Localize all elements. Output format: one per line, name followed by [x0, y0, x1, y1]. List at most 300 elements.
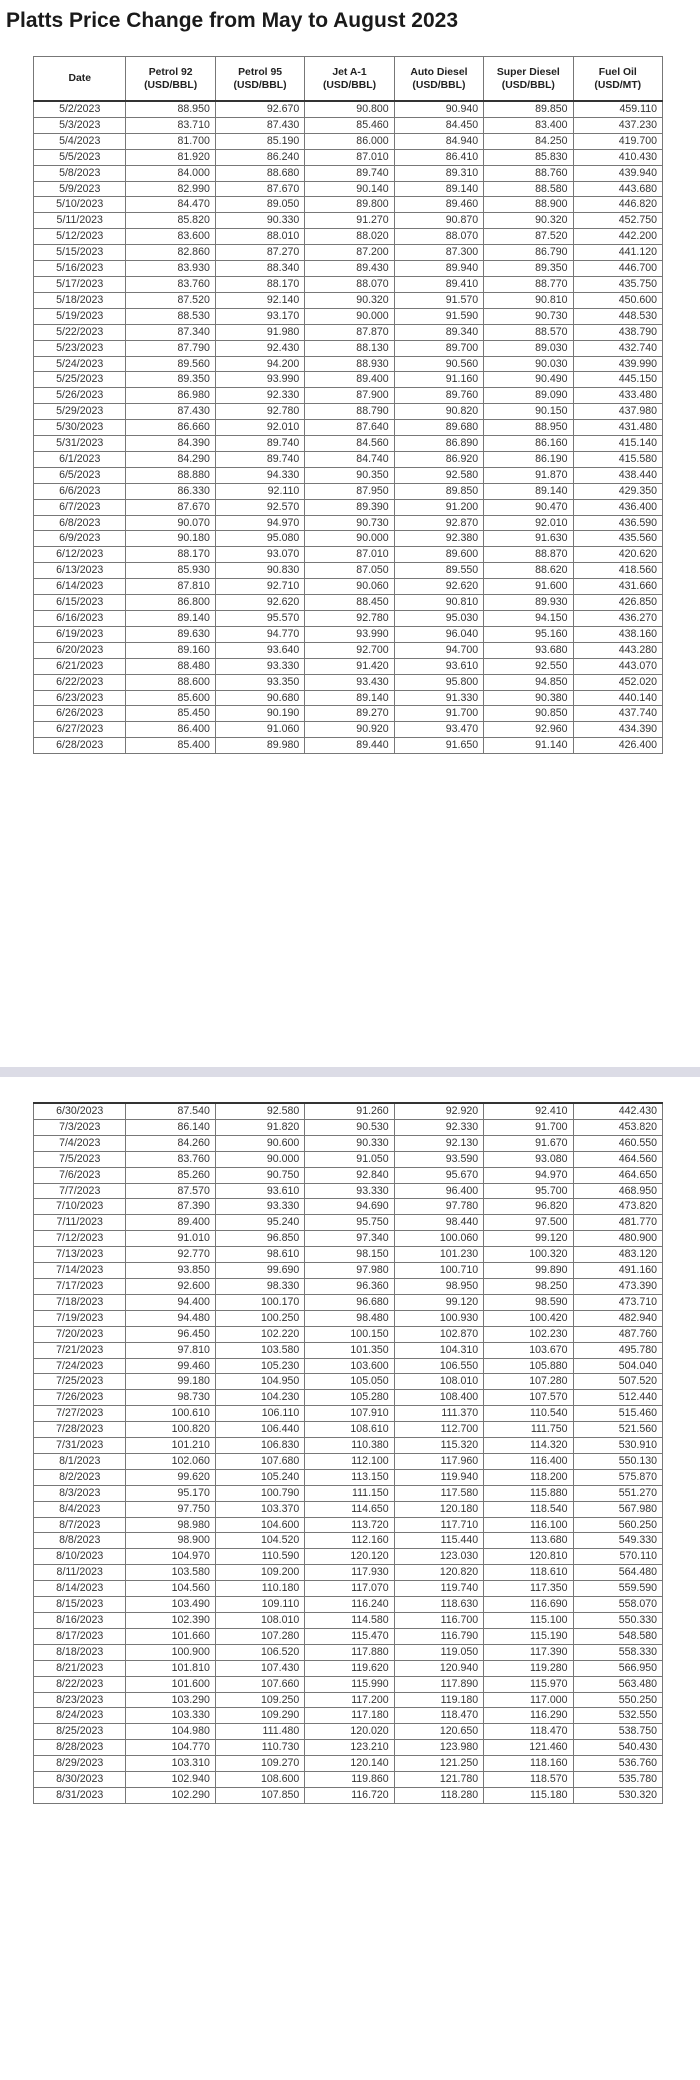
- price-cell: 95.030: [394, 611, 483, 627]
- price-cell: 99.460: [126, 1358, 215, 1374]
- price-cell: 94.690: [305, 1199, 394, 1215]
- price-cell: 439.940: [573, 165, 662, 181]
- date-cell: 5/11/2023: [34, 213, 126, 229]
- price-cell: 97.340: [305, 1231, 394, 1247]
- price-cell: 99.180: [126, 1374, 215, 1390]
- price-cell: 549.330: [573, 1533, 662, 1549]
- price-cell: 89.140: [305, 690, 394, 706]
- price-cell: 550.130: [573, 1453, 662, 1469]
- price-cell: 84.940: [394, 133, 483, 149]
- column-header-label: Fuel Oil: [598, 66, 637, 78]
- date-cell: 8/18/2023: [34, 1644, 126, 1660]
- price-cell: 93.330: [215, 1199, 304, 1215]
- price-cell: 452.020: [573, 674, 662, 690]
- price-cell: 92.550: [484, 658, 573, 674]
- price-cell: 90.000: [305, 308, 394, 324]
- price-cell: 432.740: [573, 340, 662, 356]
- price-cell: 90.730: [305, 515, 394, 531]
- price-cell: 81.700: [126, 133, 215, 149]
- price-cell: 116.700: [394, 1613, 483, 1629]
- price-cell: 102.940: [126, 1772, 215, 1788]
- price-cell: 111.480: [215, 1724, 304, 1740]
- price-cell: 106.520: [215, 1644, 304, 1660]
- table-row: [34, 1358, 663, 1374]
- price-cell: 111.150: [305, 1485, 394, 1501]
- price-cell: 95.570: [215, 611, 304, 627]
- price-cell: 91.980: [215, 324, 304, 340]
- price-cell: 89.850: [484, 101, 573, 117]
- price-cell: 548.580: [573, 1628, 662, 1644]
- price-cell: 89.350: [126, 372, 215, 388]
- price-cell: 99.690: [215, 1263, 304, 1279]
- price-cell: 103.490: [126, 1597, 215, 1613]
- table-row: [34, 324, 663, 340]
- price-cell: 93.610: [394, 658, 483, 674]
- date-cell: 6/23/2023: [34, 690, 126, 706]
- price-cell: 88.930: [305, 356, 394, 372]
- price-cell: 95.700: [484, 1183, 573, 1199]
- price-cell: 86.790: [484, 245, 573, 261]
- table-row: [34, 467, 663, 483]
- price-cell: 473.710: [573, 1294, 662, 1310]
- table-row: [34, 658, 663, 674]
- table-row: [34, 1231, 663, 1247]
- date-cell: 8/14/2023: [34, 1581, 126, 1597]
- price-cell: 90.490: [484, 372, 573, 388]
- table-row: [34, 1501, 663, 1517]
- table-row: [34, 483, 663, 499]
- date-cell: 7/25/2023: [34, 1374, 126, 1390]
- price-cell: 87.810: [126, 579, 215, 595]
- price-cell: 118.570: [484, 1772, 573, 1788]
- price-cell: 90.060: [305, 579, 394, 595]
- price-table-june-august: [33, 1102, 663, 1804]
- price-cell: 85.400: [126, 738, 215, 754]
- price-cell: 118.280: [394, 1787, 483, 1803]
- column-header-unit: (USD/BBL): [322, 79, 377, 91]
- price-cell: 99.620: [126, 1469, 215, 1485]
- price-cell: 87.010: [305, 149, 394, 165]
- table-row: [34, 1787, 663, 1803]
- price-cell: 105.240: [215, 1469, 304, 1485]
- price-cell: 104.950: [215, 1374, 304, 1390]
- table-row: [34, 436, 663, 452]
- price-cell: 84.470: [126, 197, 215, 213]
- price-cell: 86.240: [215, 149, 304, 165]
- price-cell: 114.650: [305, 1501, 394, 1517]
- table-row: [34, 1294, 663, 1310]
- date-cell: 6/21/2023: [34, 658, 126, 674]
- price-cell: 83.760: [126, 1151, 215, 1167]
- column-header-label: Jet A-1: [332, 66, 367, 78]
- price-cell: 93.350: [215, 674, 304, 690]
- date-cell: 8/17/2023: [34, 1628, 126, 1644]
- column-header: [305, 57, 394, 102]
- price-cell: 92.870: [394, 515, 483, 531]
- price-cell: 415.580: [573, 451, 662, 467]
- table-row: [34, 1342, 663, 1358]
- price-cell: 102.290: [126, 1787, 215, 1803]
- date-cell: 6/14/2023: [34, 579, 126, 595]
- table-row: [34, 1772, 663, 1788]
- price-cell: 445.150: [573, 372, 662, 388]
- price-cell: 108.010: [215, 1613, 304, 1629]
- date-cell: 7/4/2023: [34, 1135, 126, 1151]
- date-cell: 8/28/2023: [34, 1740, 126, 1756]
- price-cell: 93.080: [484, 1151, 573, 1167]
- date-cell: 8/1/2023: [34, 1453, 126, 1469]
- price-cell: 108.400: [394, 1390, 483, 1406]
- price-cell: 92.410: [484, 1103, 573, 1119]
- price-cell: 92.710: [215, 579, 304, 595]
- price-cell: 109.250: [215, 1692, 304, 1708]
- price-cell: 101.230: [394, 1247, 483, 1263]
- price-cell: 89.460: [394, 197, 483, 213]
- price-cell: 105.280: [305, 1390, 394, 1406]
- price-cell: 87.270: [215, 245, 304, 261]
- price-cell: 92.570: [215, 499, 304, 515]
- price-cell: 107.570: [484, 1390, 573, 1406]
- price-cell: 93.430: [305, 674, 394, 690]
- table-row: [34, 356, 663, 372]
- price-cell: 84.560: [305, 436, 394, 452]
- date-cell: 6/15/2023: [34, 595, 126, 611]
- price-cell: 460.550: [573, 1135, 662, 1151]
- price-cell: 95.080: [215, 531, 304, 547]
- date-cell: 6/1/2023: [34, 451, 126, 467]
- price-cell: 90.150: [484, 404, 573, 420]
- table-row: [34, 1183, 663, 1199]
- price-cell: 92.600: [126, 1278, 215, 1294]
- price-cell: 98.480: [305, 1310, 394, 1326]
- price-cell: 88.600: [126, 674, 215, 690]
- price-cell: 436.270: [573, 611, 662, 627]
- price-cell: 102.390: [126, 1613, 215, 1629]
- date-cell: 6/16/2023: [34, 611, 126, 627]
- price-cell: 115.470: [305, 1628, 394, 1644]
- table-row: [34, 1263, 663, 1279]
- table-row: [34, 547, 663, 563]
- table-row: [34, 611, 663, 627]
- price-cell: 560.250: [573, 1517, 662, 1533]
- price-cell: 110.380: [305, 1438, 394, 1454]
- date-cell: 6/6/2023: [34, 483, 126, 499]
- price-cell: 87.430: [126, 404, 215, 420]
- price-cell: 85.190: [215, 133, 304, 149]
- price-cell: 93.990: [305, 626, 394, 642]
- price-cell: 90.810: [394, 595, 483, 611]
- price-cell: 100.060: [394, 1231, 483, 1247]
- table-row: [34, 1199, 663, 1215]
- price-cell: 104.770: [126, 1740, 215, 1756]
- price-cell: 89.760: [394, 388, 483, 404]
- price-cell: 93.850: [126, 1263, 215, 1279]
- price-cell: 89.270: [305, 706, 394, 722]
- price-cell: 441.120: [573, 245, 662, 261]
- price-cell: 91.600: [484, 579, 573, 595]
- price-cell: 108.010: [394, 1374, 483, 1390]
- date-cell: 5/23/2023: [34, 340, 126, 356]
- price-cell: 97.500: [484, 1215, 573, 1231]
- price-cell: 116.720: [305, 1787, 394, 1803]
- price-cell: 104.970: [126, 1549, 215, 1565]
- table-row: [34, 1453, 663, 1469]
- table-row: [34, 276, 663, 292]
- price-cell: 85.260: [126, 1167, 215, 1183]
- price-cell: 88.020: [305, 229, 394, 245]
- price-cell: 92.620: [394, 579, 483, 595]
- price-cell: 118.540: [484, 1501, 573, 1517]
- price-cell: 92.780: [215, 404, 304, 420]
- table-row: [34, 1438, 663, 1454]
- date-cell: 5/29/2023: [34, 404, 126, 420]
- price-cell: 482.940: [573, 1310, 662, 1326]
- price-cell: 88.880: [126, 467, 215, 483]
- price-cell: 90.030: [484, 356, 573, 372]
- price-cell: 120.650: [394, 1724, 483, 1740]
- price-cell: 85.600: [126, 690, 215, 706]
- price-cell: 98.250: [484, 1278, 573, 1294]
- price-cell: 115.180: [484, 1787, 573, 1803]
- date-cell: 7/5/2023: [34, 1151, 126, 1167]
- price-cell: 93.610: [215, 1183, 304, 1199]
- price-cell: 100.250: [215, 1310, 304, 1326]
- price-cell: 98.440: [394, 1215, 483, 1231]
- price-cell: 103.330: [126, 1708, 215, 1724]
- price-cell: 91.160: [394, 372, 483, 388]
- price-cell: 98.900: [126, 1533, 215, 1549]
- price-cell: 89.340: [394, 324, 483, 340]
- price-cell: 89.350: [484, 261, 573, 277]
- price-cell: 87.950: [305, 483, 394, 499]
- price-cell: 450.600: [573, 292, 662, 308]
- column-header: [34, 57, 126, 102]
- table-row: [34, 1565, 663, 1581]
- price-cell: 558.070: [573, 1597, 662, 1613]
- date-cell: 5/2/2023: [34, 101, 126, 117]
- price-cell: 117.070: [305, 1581, 394, 1597]
- price-cell: 93.170: [215, 308, 304, 324]
- price-cell: 103.370: [215, 1501, 304, 1517]
- price-cell: 88.760: [484, 165, 573, 181]
- date-cell: 7/11/2023: [34, 1215, 126, 1231]
- table-row: [34, 1167, 663, 1183]
- price-cell: 123.210: [305, 1740, 394, 1756]
- date-cell: 5/10/2023: [34, 197, 126, 213]
- price-cell: 112.700: [394, 1422, 483, 1438]
- table-row: [34, 1724, 663, 1740]
- price-cell: 438.160: [573, 626, 662, 642]
- price-cell: 437.740: [573, 706, 662, 722]
- price-cell: 93.470: [394, 722, 483, 738]
- price-cell: 436.400: [573, 499, 662, 515]
- price-cell: 119.280: [484, 1660, 573, 1676]
- date-cell: 7/21/2023: [34, 1342, 126, 1358]
- price-cell: 97.810: [126, 1342, 215, 1358]
- price-cell: 104.600: [215, 1517, 304, 1533]
- date-cell: 6/9/2023: [34, 531, 126, 547]
- table-row: [34, 1278, 663, 1294]
- price-cell: 92.670: [215, 101, 304, 117]
- date-cell: 7/7/2023: [34, 1183, 126, 1199]
- price-cell: 117.930: [305, 1565, 394, 1581]
- price-cell: 93.330: [215, 658, 304, 674]
- price-cell: 420.620: [573, 547, 662, 563]
- price-cell: 443.280: [573, 642, 662, 658]
- price-cell: 495.780: [573, 1342, 662, 1358]
- table-row: [34, 229, 663, 245]
- price-cell: 86.330: [126, 483, 215, 499]
- price-cell: 96.450: [126, 1326, 215, 1342]
- price-cell: 468.950: [573, 1183, 662, 1199]
- price-cell: 106.110: [215, 1406, 304, 1422]
- price-cell: 116.290: [484, 1708, 573, 1724]
- price-cell: 103.290: [126, 1692, 215, 1708]
- column-header-label: Petrol 95: [238, 66, 283, 78]
- price-cell: 88.070: [394, 229, 483, 245]
- price-cell: 103.670: [484, 1342, 573, 1358]
- price-cell: 101.210: [126, 1438, 215, 1454]
- price-cell: 89.940: [394, 261, 483, 277]
- price-cell: 87.900: [305, 388, 394, 404]
- price-cell: 89.140: [126, 611, 215, 627]
- price-cell: 446.820: [573, 197, 662, 213]
- price-cell: 95.670: [394, 1167, 483, 1183]
- price-cell: 86.160: [484, 436, 573, 452]
- date-cell: 6/20/2023: [34, 642, 126, 658]
- price-cell: 95.750: [305, 1215, 394, 1231]
- price-cell: 90.820: [394, 404, 483, 420]
- table-row: [34, 197, 663, 213]
- price-cell: 112.100: [305, 1453, 394, 1469]
- table-row: [34, 1215, 663, 1231]
- price-cell: 93.590: [394, 1151, 483, 1167]
- date-cell: 5/24/2023: [34, 356, 126, 372]
- price-cell: 101.660: [126, 1628, 215, 1644]
- price-cell: 117.890: [394, 1676, 483, 1692]
- price-cell: 89.980: [215, 738, 304, 754]
- price-cell: 91.420: [305, 658, 394, 674]
- price-cell: 115.880: [484, 1485, 573, 1501]
- price-cell: 82.860: [126, 245, 215, 261]
- date-cell: 8/8/2023: [34, 1533, 126, 1549]
- date-cell: 5/15/2023: [34, 245, 126, 261]
- price-cell: 91.700: [394, 706, 483, 722]
- price-cell: 101.600: [126, 1676, 215, 1692]
- price-cell: 88.130: [305, 340, 394, 356]
- table-row: [34, 1390, 663, 1406]
- price-cell: 90.320: [484, 213, 573, 229]
- column-header-unit: (USD/BBL): [501, 79, 555, 91]
- price-cell: 89.400: [305, 372, 394, 388]
- price-cell: 442.200: [573, 229, 662, 245]
- price-cell: 92.330: [394, 1119, 483, 1135]
- price-cell: 89.440: [305, 738, 394, 754]
- price-cell: 90.800: [305, 101, 394, 117]
- column-header-label: Super Diesel: [496, 66, 560, 78]
- price-cell: 89.400: [126, 1215, 215, 1231]
- price-cell: 123.980: [394, 1740, 483, 1756]
- price-cell: 84.250: [484, 133, 573, 149]
- date-cell: 7/27/2023: [34, 1406, 126, 1422]
- price-cell: 95.800: [394, 674, 483, 690]
- price-cell: 93.070: [215, 547, 304, 563]
- table-row: [34, 642, 663, 658]
- price-cell: 100.790: [215, 1485, 304, 1501]
- table-row: [34, 1310, 663, 1326]
- price-cell: 464.650: [573, 1167, 662, 1183]
- price-cell: 94.700: [394, 642, 483, 658]
- price-cell: 109.290: [215, 1708, 304, 1724]
- table-row: [34, 1119, 663, 1135]
- table-row: [34, 149, 663, 165]
- price-cell: 92.130: [394, 1135, 483, 1151]
- price-cell: 532.550: [573, 1708, 662, 1724]
- price-cell: 92.960: [484, 722, 573, 738]
- price-cell: 473.390: [573, 1278, 662, 1294]
- price-cell: 90.830: [215, 563, 304, 579]
- table-row: [34, 706, 663, 722]
- price-cell: 89.030: [484, 340, 573, 356]
- price-cell: 85.460: [305, 117, 394, 133]
- table-row: [34, 451, 663, 467]
- price-cell: 86.190: [484, 451, 573, 467]
- price-cell: 570.110: [573, 1549, 662, 1565]
- page-separator: [0, 1067, 700, 1077]
- column-header: [573, 57, 662, 102]
- date-cell: 6/8/2023: [34, 515, 126, 531]
- date-cell: 8/15/2023: [34, 1597, 126, 1613]
- price-cell: 118.470: [394, 1708, 483, 1724]
- price-cell: 564.480: [573, 1565, 662, 1581]
- price-cell: 88.450: [305, 595, 394, 611]
- table-row: [34, 1549, 663, 1565]
- table-row: [34, 1151, 663, 1167]
- price-cell: 83.760: [126, 276, 215, 292]
- date-cell: 5/3/2023: [34, 117, 126, 133]
- date-cell: 5/18/2023: [34, 292, 126, 308]
- price-cell: 92.430: [215, 340, 304, 356]
- price-cell: 93.680: [484, 642, 573, 658]
- price-cell: 89.850: [394, 483, 483, 499]
- price-cell: 90.940: [394, 101, 483, 117]
- price-cell: 426.850: [573, 595, 662, 611]
- date-cell: 7/10/2023: [34, 1199, 126, 1215]
- price-cell: 512.440: [573, 1390, 662, 1406]
- price-cell: 99.890: [484, 1263, 573, 1279]
- date-cell: 5/22/2023: [34, 324, 126, 340]
- price-cell: 104.560: [126, 1581, 215, 1597]
- date-cell: 7/24/2023: [34, 1358, 126, 1374]
- price-cell: 85.930: [126, 563, 215, 579]
- table-row: [34, 1135, 663, 1151]
- price-cell: 89.560: [126, 356, 215, 372]
- table-row: [34, 595, 663, 611]
- date-cell: 8/10/2023: [34, 1549, 126, 1565]
- price-cell: 89.740: [215, 436, 304, 452]
- table-row: [34, 722, 663, 738]
- price-cell: 115.970: [484, 1676, 573, 1692]
- price-cell: 88.170: [126, 547, 215, 563]
- price-cell: 550.330: [573, 1613, 662, 1629]
- price-cell: 88.900: [484, 197, 573, 213]
- price-cell: 567.980: [573, 1501, 662, 1517]
- price-cell: 118.160: [484, 1756, 573, 1772]
- price-cell: 89.700: [394, 340, 483, 356]
- price-table-may-june: [33, 56, 663, 754]
- price-cell: 91.630: [484, 531, 573, 547]
- page-title: Platts Price Change from May to August 2023: [6, 9, 459, 32]
